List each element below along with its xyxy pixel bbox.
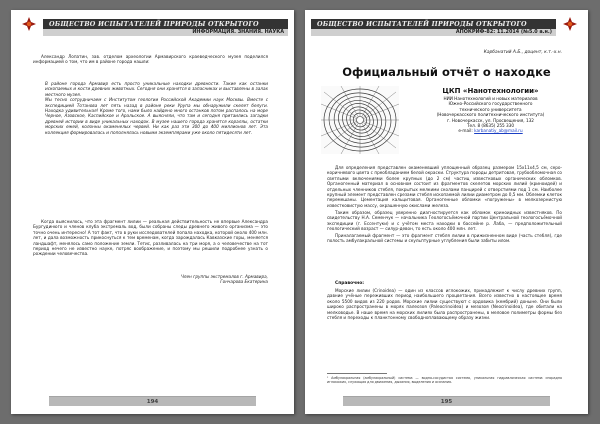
left-page (11, 10, 294, 414)
lantern-logo-icon (21, 16, 37, 32)
org-email-line (403, 128, 578, 133)
left-page-number: 194 (146, 399, 159, 405)
left-header-title-bar (43, 19, 288, 29)
right-body (327, 165, 562, 245)
left-page-header (11, 10, 294, 38)
right-header-title: ОБЩЕСТВО ИСПЫТАТЕЛЕЙ ПРИРОДЫ ОТКРЫТОГО (317, 20, 527, 28)
quote-paragraph: Мы тесно сотрудничаем с Институтом геологии Российской Академии наук Москвы. Вместе с экспедицией Тотанова лет пять назад в районе реки Урупа мы обнаружили скелет белуги. Находка удивительная! Кроме того, нами было найдено много останков потом распалось на море Черное, Азовское, Каспийское и Аральское. А выясняли, что там и сегодня притаились загадки древней истории в виде уникальных находок. В музее нашего города хранятся кораллы, остатки морских ежей, колонны окаменелых червей. Ни как раз эти 300 до 400 миллионов лет. Эта коллекция формировалась и пополнялась новыми экземплярами уже около пятидесяти лет. (45, 97, 268, 135)
footnote-divider (327, 373, 387, 374)
org-phone: Тел. 8 (8635) 255 330 (466, 123, 515, 129)
lantern-logo-icon (562, 16, 578, 32)
left-body-paragraph: Когда выяснилось, что эта фрагмент лилии — реальная действительность не впервые Александра Бургудинюго и членов клуба экстремаль вод, были собраны следы древнего живого организма — это точно очень интересно! А тот факт, что в руки исследователей попала находка, которой около 400 млн. лет, и дала возможность прикоснуться к тем временам, когда зарождалась Кавказские горы, меняется ландшафт, менялось само положение земли. Тетис, разливалась на три моря, а о человечестве на тот период нечего не известно науке, потряс воображение, и поэтому мы решили подробнее узнать о рождении человечества. (33, 219, 268, 257)
left-quote-block (45, 81, 268, 135)
organization-name: ЦКП «Нанотехнологии» (442, 87, 539, 95)
quote-paragraph: В районе города Армавир есть просто уникальные находки древности. Такие как останки ископаемых и кости древних животных. Сегодня они хранятся в запасниках и выставлены в залах местного музея. (45, 81, 268, 97)
right-page-header (305, 10, 588, 38)
reference-body: Морские лилии (Crinoidea) — один из классов иглокожих, принадлежит к числу древних групп, давние учёные переживших период наибольшего процветания. Всего известно в настоящее время около 5500 видов из 220 родов. Морские лилии существуют с ордовика (кембрий) доныне. Они были широко распространены в морях палеозоя (Paleocrinoidea) и мезозоя (Neocrinoidea), где обитали на мелководье. В наше время на морских лилиях была распространены, в меловое полиметры формы без стебля и переходы к планктонному свободноплавающему образу жизни. (327, 288, 562, 321)
left-header-subtitle: ИНФОРМАЦИЯ. ЗНАНИЯ. НАУКА (43, 29, 288, 36)
org-address: г. Новочеркасск, ул. Просвещения, 132 (447, 117, 534, 123)
left-header-title: ОБЩЕСТВО ИСПЫТАТЕЛЕЙ ПРИРОДЫ ОТКРЫТОГО (49, 20, 259, 28)
right-page (305, 10, 588, 414)
left-intro-paragraph: Александр Лопатин, зав. отделом археологии Армавирского краеведческого музея поделился информацией о том, что им в районе города нашли: (33, 54, 268, 65)
org-line: НИИ Нанотехнологий и новых материалов (443, 96, 538, 101)
left-footer (49, 396, 256, 406)
body-paragraph: Для определения представлен окаменевший уплощенный образец размером 15х11х4,5 см, серо-коричневого цвета с преобладанием белой окраски. Структура породы детритовая, грубообломочная со светлыми включениями более крупных (до 2 см) частиц известковых органических обломков. Органогенный материал в основном состоит из фрагментов скелетов морских лилий (криноидей) и отдельных членников стебля, покрытых мелкими сколами панцирей с отверстиями под 1 см. Наиболее крупный элемент представлен срезами стебля ископаемой лилии диаметром до 0,5 мм. Облемки клеток перемешаны. Цементация кальцитовая. Органогенные обломки «погружены» в мелкозернистую известковистую массу, окрашенную окислами железа. (327, 165, 562, 208)
email-link[interactable]: karbanatiy_ab@mail.ru (474, 128, 523, 134)
right-footer (343, 396, 550, 406)
org-line: Южно-Российского государственного (448, 101, 533, 107)
right-page-number: 195 (440, 399, 453, 405)
signature-name: Гончарова Екатерина (220, 279, 268, 285)
article-title: Официальный отчёт о находке (342, 65, 551, 79)
org-line: технического университета (459, 106, 522, 112)
reference-heading: Справочно: (335, 281, 364, 286)
signature-line: Член группы экстремалов г. Армавира, (180, 274, 268, 279)
body-paragraph: Приналагаемый фрагмент — это фрагмент стебля лилии в прижизненном виде (часть стебля), где полость амбулакральной системы и скульптурные углубления были забиты илом. (327, 232, 562, 244)
organization-details (403, 96, 578, 134)
body-paragraph: Таким образом, образец уверенно диагностируется как обломок криноидных известняков. По свидетельству Н.А. Семенчук — начальника Геологосъёмочной партии Центральной геологосъёмочной экспедиции (г. Ессентуки) и с учётом места находки в бассейне р. Лаба, — предположительный геологический возраст — силур-девон, то есть около 400 млн. лет. (327, 209, 562, 231)
right-header-title-bar (311, 19, 556, 29)
footnote: ¹ Амбулакральная (амбулакральный) система — водно-сосудистая система, уникальная гидравлическая система спорадно иглокожих, служащая для движения, дыхания, выделения и осязания. (327, 376, 562, 385)
email-label: e-mail: (458, 128, 475, 134)
organization-block (403, 87, 578, 134)
right-header-subtitle: АПОКРИФ-82: 11.2014 (№5.0 а.н.) (311, 29, 556, 36)
org-line: (Новочеркасского политехнического института) (436, 112, 545, 118)
author-line: Карбанатий А.Б., доцент, к.т.-х.н. (483, 50, 562, 55)
left-signature (98, 274, 268, 285)
spiral-graphic-icon (321, 86, 399, 154)
